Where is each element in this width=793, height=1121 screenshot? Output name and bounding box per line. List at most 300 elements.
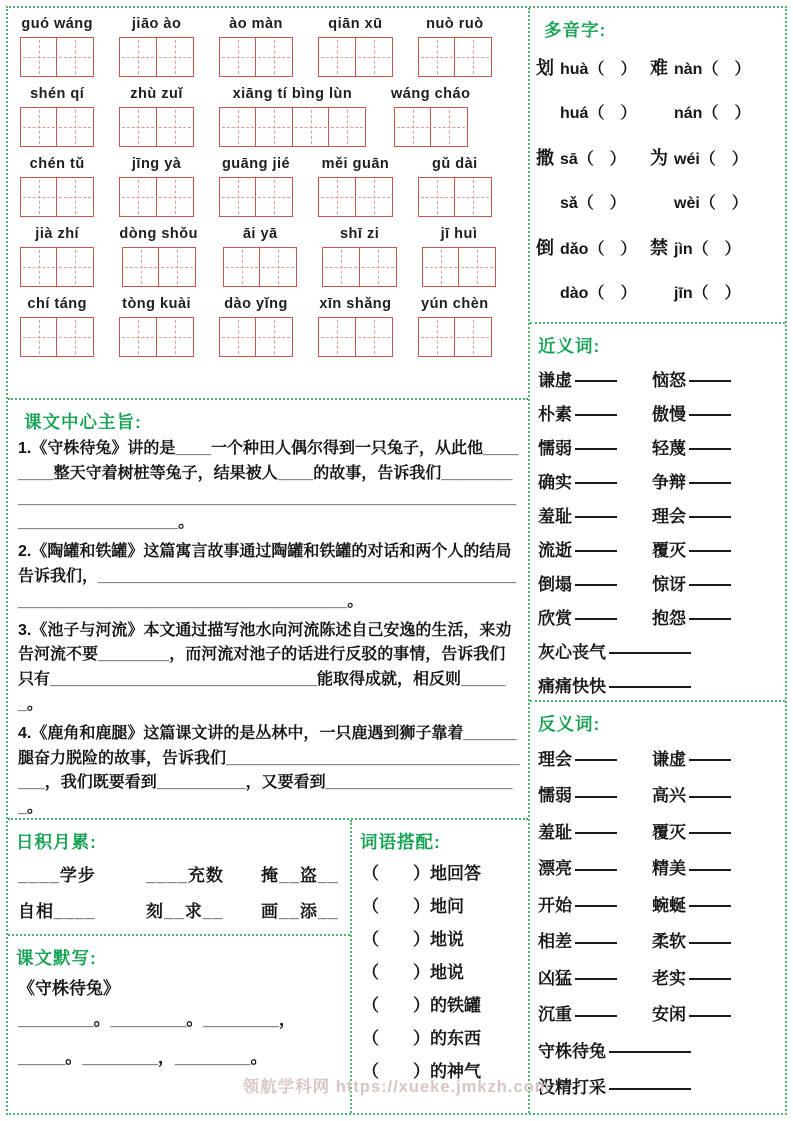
- collocation-item: （ ）地回答: [362, 864, 481, 883]
- collocation-item: （ ）的东西: [362, 1029, 481, 1048]
- polyphonic-line-1: [536, 45, 781, 89]
- tianzige-cell: [158, 247, 196, 287]
- pinyin-label: wáng cháo: [391, 86, 471, 102]
- word: 流逝: [538, 540, 572, 560]
- answer-blank: [689, 759, 731, 761]
- tianzige-cell: [56, 107, 94, 147]
- antonyms-heading: 反义词:: [538, 714, 601, 734]
- answer-blank: [689, 550, 731, 552]
- pinyin-row: [20, 156, 518, 217]
- tianzige-cell: [122, 247, 160, 287]
- word: 谦虚: [538, 370, 572, 390]
- word-pair-cell: [538, 638, 691, 663]
- polyphonic-pair: [536, 45, 781, 133]
- answer-blank: [575, 759, 617, 761]
- polyphonic-line-1: [536, 225, 781, 269]
- collocation-item: （ ）地说: [362, 930, 464, 949]
- tianzige-cell: [259, 247, 297, 287]
- tianzige-cell: [223, 247, 261, 287]
- dictation-section: [8, 934, 350, 1113]
- tianzige-cell: [56, 177, 94, 217]
- word-pair-cell: [652, 604, 731, 629]
- pinyin-label: zhù zuǐ: [130, 86, 183, 102]
- answer-blank: [575, 869, 617, 871]
- tianzige-cell: [219, 107, 257, 147]
- word-pair-cell: [538, 434, 652, 459]
- pinyin-word-group: [20, 86, 94, 147]
- pinyin-word-group: [318, 296, 392, 357]
- tianzige-cell: [20, 317, 58, 357]
- word: 傲慢: [652, 404, 686, 424]
- writing-grid: [418, 177, 492, 217]
- word: 痛痛快快: [538, 676, 606, 696]
- idiom-item: 掩__盗__: [261, 866, 339, 885]
- idioms-heading: 日积月累:: [16, 832, 97, 852]
- polyphonic-reading: dǎo（ ）: [560, 240, 637, 258]
- word-pair-cell: [538, 1073, 691, 1098]
- word-pair-cell: [652, 854, 731, 879]
- antonyms-section: [530, 700, 785, 1113]
- writing-grid: [318, 317, 392, 357]
- word: 欣赏: [538, 608, 572, 628]
- polyphonic-reading: huà（ ）: [560, 60, 637, 78]
- answer-blank: [575, 550, 617, 552]
- bottom-left-column: [8, 820, 352, 1113]
- word: 覆灭: [652, 822, 686, 842]
- tianzige-cell: [156, 177, 194, 217]
- pinyin-label: āi yā: [242, 226, 278, 242]
- pinyin-label: jīng yà: [131, 156, 182, 172]
- pinyin-word-group: [418, 296, 492, 357]
- tianzige-cell: [328, 107, 366, 147]
- writing-grid: [219, 177, 293, 217]
- pinyin-label: ào màn: [229, 16, 283, 32]
- pinyin-word-group: [119, 86, 193, 147]
- word-pair-row: [530, 361, 785, 395]
- collocation-list: [352, 857, 528, 1088]
- pinyin-word-group: [391, 86, 470, 147]
- synonyms-list: [530, 361, 785, 700]
- word-pair-row: [530, 599, 785, 633]
- polyphonic-line-1: [536, 135, 781, 179]
- tianzige-cell: [422, 247, 460, 287]
- polyphonic-character: 划: [536, 58, 554, 78]
- tianzige-cell: [20, 107, 58, 147]
- tianzige-cell: [454, 177, 492, 217]
- idiom-item: 自相____: [18, 902, 96, 921]
- word-pair-row: [530, 531, 785, 565]
- word: 确实: [538, 472, 572, 492]
- collocation-item: （ ）地问: [362, 897, 464, 916]
- answer-blank: [689, 618, 731, 620]
- word: 轻蔑: [652, 438, 686, 458]
- pinyin-label: dòng shǒu: [119, 226, 198, 242]
- tianzige-cell: [219, 37, 257, 77]
- polyphonic-reading: sā（ ）: [560, 150, 626, 168]
- pinyin-label: guó wáng: [21, 16, 94, 32]
- word-pair-cell: [652, 781, 731, 806]
- answer-blank: [689, 448, 731, 450]
- word-pair-row: [530, 958, 785, 995]
- polyphonic-line-2: [536, 179, 781, 223]
- bottom-right-column: [352, 820, 528, 1113]
- word-pair-cell: [652, 468, 731, 493]
- pinyin-word-group: [219, 296, 293, 357]
- word-pair-cell: [538, 366, 652, 391]
- word-pair-cell: [538, 745, 652, 770]
- tianzige-cell: [458, 247, 496, 287]
- writing-grid: [20, 317, 94, 357]
- polyphonic-pair: [536, 225, 781, 313]
- word-pair-cell: [538, 1000, 652, 1025]
- pinyin-row: [20, 86, 518, 147]
- word-pair-row: [530, 995, 785, 1032]
- word: 老实: [652, 968, 686, 988]
- antonyms-list: [530, 739, 785, 1104]
- pinyin-word-group: [20, 226, 94, 287]
- answer-blank: [689, 978, 731, 980]
- word-pair-row: [530, 849, 785, 886]
- writing-grid: [219, 37, 293, 77]
- polyphonic-line-2: [536, 89, 781, 133]
- answer-blank: [689, 380, 731, 382]
- pinyin-word-group: [119, 16, 193, 77]
- answer-blank: [689, 869, 731, 871]
- pinyin-word-group: [20, 156, 94, 217]
- answer-blank: [689, 796, 731, 798]
- pinyin-label: tòng kuài: [122, 296, 192, 312]
- polyphonic-character: 撒: [536, 148, 554, 168]
- synonyms-section: [530, 322, 785, 700]
- answer-blank: [575, 796, 617, 798]
- word: 恼怒: [652, 370, 686, 390]
- word: 凶猛: [538, 968, 572, 988]
- writing-grid: [318, 37, 392, 77]
- tianzige-cell: [418, 37, 456, 77]
- writing-grid: [119, 37, 193, 77]
- dictation-title: 《守株待兔》: [18, 979, 120, 998]
- pinyin-word-group: [418, 156, 492, 217]
- writing-grid: [322, 247, 396, 287]
- word-pair-row: [530, 463, 785, 497]
- main-idea-paragraph: 3.《池子与河流》本文通过描写池水向河流陈述自己安逸的生活，来劝告河流不要________，而河流对池子的话进行反驳的事情，告诉我们只有______________________________能取得成就，相反则______。: [18, 621, 512, 713]
- tianzige-cell: [56, 317, 94, 357]
- idiom-accumulation-section: [8, 820, 350, 934]
- word: 安闲: [652, 1005, 686, 1025]
- word: 羞耻: [538, 822, 572, 842]
- tianzige-cell: [454, 317, 492, 357]
- word: 争辩: [652, 472, 686, 492]
- word-pair-cell: [652, 891, 731, 916]
- polyphonic-reading: wèi（ ）: [674, 194, 748, 212]
- word: 相差: [538, 932, 572, 952]
- polyphonic-heading: 多音字:: [544, 20, 607, 40]
- word-pair-row: [530, 395, 785, 429]
- writing-grid: [119, 177, 193, 217]
- word-pair-row: [530, 1031, 785, 1068]
- pinyin-label: shī zi: [339, 226, 380, 242]
- writing-grid: [418, 317, 492, 357]
- pinyin-row: [20, 16, 518, 77]
- tianzige-cell: [255, 317, 293, 357]
- main-idea-section: [8, 398, 528, 818]
- writing-grid: [422, 247, 496, 287]
- pinyin-label: xīn shǎng: [319, 296, 392, 312]
- answer-blank: [689, 942, 731, 944]
- writing-grid: [219, 317, 293, 357]
- word-pair-cell: [652, 400, 731, 425]
- answer-blank: [689, 584, 731, 586]
- pinyin-label: měi guān: [321, 156, 390, 172]
- tianzige-cell: [359, 247, 397, 287]
- word-pair-row: [530, 565, 785, 599]
- word-pair-cell: [538, 891, 652, 916]
- pinyin-label: xiāng tí bìng lùn: [232, 86, 353, 102]
- word-pair-cell: [538, 604, 652, 629]
- pinyin-label: gǔ dài: [431, 156, 478, 172]
- answer-blank: [575, 978, 617, 980]
- tianzige-cell: [156, 107, 194, 147]
- word: 覆灭: [652, 540, 686, 560]
- main-idea-paragraph: 1.《守株待兔》讲的是____一个种田人偶尔得到一只兔子，从此他________整天守着树桩等兔子，结果被人____的故事，告诉我们__________________________________________________________________________________。: [18, 440, 519, 532]
- polyphonic-reading: jīn（ ）: [674, 284, 741, 302]
- dictation-line: _____。________，________。: [18, 1048, 268, 1067]
- word-pair-cell: [538, 502, 652, 527]
- polyphonic-reading: jìn（ ）: [674, 240, 741, 258]
- main-idea-paragraph: 4.《鹿角和鹿腿》这篇课文讲的是丛林中，一只鹿遇到狮子靠着______腿奋力脱险的故事，告诉我们____________________________________，我们既要看到__________，又要看到______________________。: [18, 724, 520, 817]
- tianzige-cell: [20, 37, 58, 77]
- pinyin-label: yún chèn: [421, 296, 489, 312]
- word: 开始: [538, 895, 572, 915]
- tianzige-cell: [318, 37, 356, 77]
- dictation-heading: 课文默写:: [16, 948, 97, 968]
- tianzige-cell: [430, 107, 468, 147]
- word-pair-cell: [652, 570, 731, 595]
- word: 谦虚: [652, 749, 686, 769]
- writing-grid: [20, 177, 94, 217]
- pinyin-label: jià zhí: [35, 226, 80, 242]
- pinyin-word-group: [119, 296, 193, 357]
- watermark: 领航学科网 https://xueke.jmkzh.com: [242, 1078, 551, 1096]
- writing-grid: [122, 247, 196, 287]
- writing-grid: [119, 107, 193, 147]
- word-pair-cell: [538, 468, 652, 493]
- word: 羞耻: [538, 506, 572, 526]
- answer-blank: [575, 516, 617, 518]
- word-pair-cell: [652, 818, 731, 843]
- pinyin-label: jiāo ào: [131, 16, 182, 32]
- pinyin-label: shén qí: [30, 86, 85, 102]
- word-pair-row: [530, 922, 785, 959]
- tianzige-cell: [418, 317, 456, 357]
- tianzige-cell: [318, 177, 356, 217]
- tianzige-cell: [355, 37, 393, 77]
- word: 理会: [538, 749, 572, 769]
- word-pair-cell: [538, 964, 652, 989]
- main-idea-paragraph-list: [16, 437, 520, 818]
- word-collocation-section: [352, 820, 528, 1113]
- writing-grid: [219, 107, 366, 147]
- answer-blank: [575, 448, 617, 450]
- idiom-item: 画__添__: [261, 902, 339, 921]
- answer-blank: [689, 414, 731, 416]
- page-frame: [6, 6, 787, 1115]
- pinyin-word-group: [219, 16, 293, 77]
- word: 朴素: [538, 404, 572, 424]
- left-column: [8, 8, 530, 1113]
- word-pair-row: [530, 497, 785, 531]
- word-pair-row: [530, 812, 785, 849]
- tianzige-cell: [20, 177, 58, 217]
- answer-blank: [575, 414, 617, 416]
- right-column: [530, 8, 785, 1113]
- polyphonic-reading: dào（ ）: [560, 284, 637, 302]
- tianzige-cell: [119, 177, 157, 217]
- word-pair-cell: [538, 854, 652, 879]
- polyphonic-reading: huá（ ）: [560, 104, 637, 122]
- idiom-item: ____学步: [18, 866, 96, 885]
- word-pair-cell: [652, 366, 731, 391]
- word-pair-cell: [652, 502, 731, 527]
- word-pair-cell: [652, 927, 731, 952]
- tianzige-cell: [56, 37, 94, 77]
- pinyin-word-group: [20, 296, 94, 357]
- pinyin-row: [20, 226, 518, 287]
- word-pair-cell: [538, 400, 652, 425]
- word-pair-cell: [538, 1037, 691, 1062]
- pinyin-label: chén tǔ: [29, 156, 85, 172]
- answer-blank: [575, 584, 617, 586]
- main-idea-heading: 课文中心主旨:: [24, 412, 142, 432]
- answer-blank: [609, 686, 691, 688]
- tianzige-cell: [394, 107, 432, 147]
- tianzige-cell: [322, 247, 360, 287]
- polyphonic-list: [536, 45, 781, 313]
- tianzige-cell: [156, 317, 194, 357]
- idiom-item: ____充数: [146, 866, 224, 885]
- word: 倒塌: [538, 574, 572, 594]
- pinyin-word-group: [318, 156, 392, 217]
- writing-grid: [318, 177, 392, 217]
- collocation-item: （ ）的神气: [362, 1062, 481, 1081]
- collocation-heading: 词语搭配:: [360, 832, 441, 852]
- word: 精美: [652, 859, 686, 879]
- word-pair-cell: [538, 818, 652, 843]
- word: 灰心丧气: [538, 642, 606, 662]
- answer-blank: [575, 905, 617, 907]
- writing-grid: [418, 37, 492, 77]
- pinyin-word-group: [219, 86, 366, 147]
- polyphonic-reading: nán（ ）: [674, 104, 751, 122]
- bottom-row: [8, 818, 528, 1113]
- collocation-item: （ ）的铁罐: [362, 996, 481, 1015]
- answer-blank: [575, 832, 617, 834]
- tianzige-cell: [119, 107, 157, 147]
- pinyin-word-group: [322, 226, 396, 287]
- polyphonic-character: 禁: [650, 238, 668, 258]
- word-pair-row: [530, 667, 785, 700]
- answer-blank: [609, 652, 691, 654]
- word: 沉重: [538, 1005, 572, 1025]
- writing-grid: [20, 37, 94, 77]
- word-pair-cell: [538, 781, 652, 806]
- answer-blank: [575, 618, 617, 620]
- tianzige-cell: [318, 317, 356, 357]
- word-pair-cell: [652, 745, 731, 770]
- tianzige-cell: [255, 37, 293, 77]
- word-pair-cell: [538, 570, 652, 595]
- pinyin-word-group: [418, 16, 492, 77]
- tianzige-cell: [355, 317, 393, 357]
- writing-grid: [20, 247, 94, 287]
- pinyin-word-group: [318, 16, 392, 77]
- answer-blank: [609, 1088, 691, 1090]
- pinyin-label: dào yǐng: [224, 296, 288, 312]
- answer-blank: [689, 832, 731, 834]
- word: 懦弱: [538, 438, 572, 458]
- tianzige-cell: [219, 177, 257, 217]
- word: 守株待兔: [538, 1041, 606, 1061]
- pinyin-word-group: [219, 156, 293, 217]
- collocation-item: （ ）地说: [362, 963, 464, 982]
- pinyin-word-group: [119, 226, 198, 287]
- word-pair-cell: [538, 672, 691, 697]
- word-pair-row: [530, 885, 785, 922]
- word: 漂亮: [538, 859, 572, 879]
- word-pair-cell: [538, 536, 652, 561]
- word-pair-cell: [652, 434, 731, 459]
- word: 惊讶: [652, 574, 686, 594]
- polyphonic-pair: [536, 135, 781, 223]
- idiom-item: 刻__求__: [146, 902, 224, 921]
- word-pair-row: [530, 1068, 785, 1105]
- tianzige-cell: [454, 37, 492, 77]
- tianzige-cell: [355, 177, 393, 217]
- word-pair-row: [530, 633, 785, 667]
- pinyin-word-group: [223, 226, 297, 287]
- tianzige-cell: [219, 317, 257, 357]
- word: 懦弱: [538, 786, 572, 806]
- tianzige-cell: [255, 107, 293, 147]
- polyphonic-character: 难: [650, 58, 668, 78]
- answer-blank: [689, 1015, 731, 1017]
- word-pair-row: [530, 776, 785, 813]
- polyphonic-line-2: [536, 269, 781, 313]
- answer-blank: [575, 1015, 617, 1017]
- writing-grid: [20, 107, 94, 147]
- synonyms-heading: 近义词:: [538, 336, 601, 356]
- answer-blank: [575, 942, 617, 944]
- polyphonic-section: [530, 8, 785, 322]
- writing-grid: [223, 247, 297, 287]
- tianzige-cell: [56, 247, 94, 287]
- polyphonic-character: 为: [650, 148, 668, 168]
- word-pair-cell: [652, 964, 731, 989]
- word: 蜿蜒: [652, 895, 686, 915]
- polyphonic-reading: nàn（ ）: [674, 60, 751, 78]
- tianzige-cell: [292, 107, 330, 147]
- tianzige-cell: [119, 317, 157, 357]
- answer-blank: [689, 482, 731, 484]
- pinyin-label: qiān xū: [328, 16, 383, 32]
- pinyin-label: chí táng: [27, 296, 87, 312]
- pinyin-label: jī huì: [440, 226, 478, 242]
- writing-grid: [394, 107, 468, 147]
- polyphonic-character: 倒: [536, 238, 554, 258]
- polyphonic-reading: sǎ（ ）: [560, 194, 626, 212]
- pinyin-label: nuò ruò: [426, 16, 484, 32]
- word: 高兴: [652, 786, 686, 806]
